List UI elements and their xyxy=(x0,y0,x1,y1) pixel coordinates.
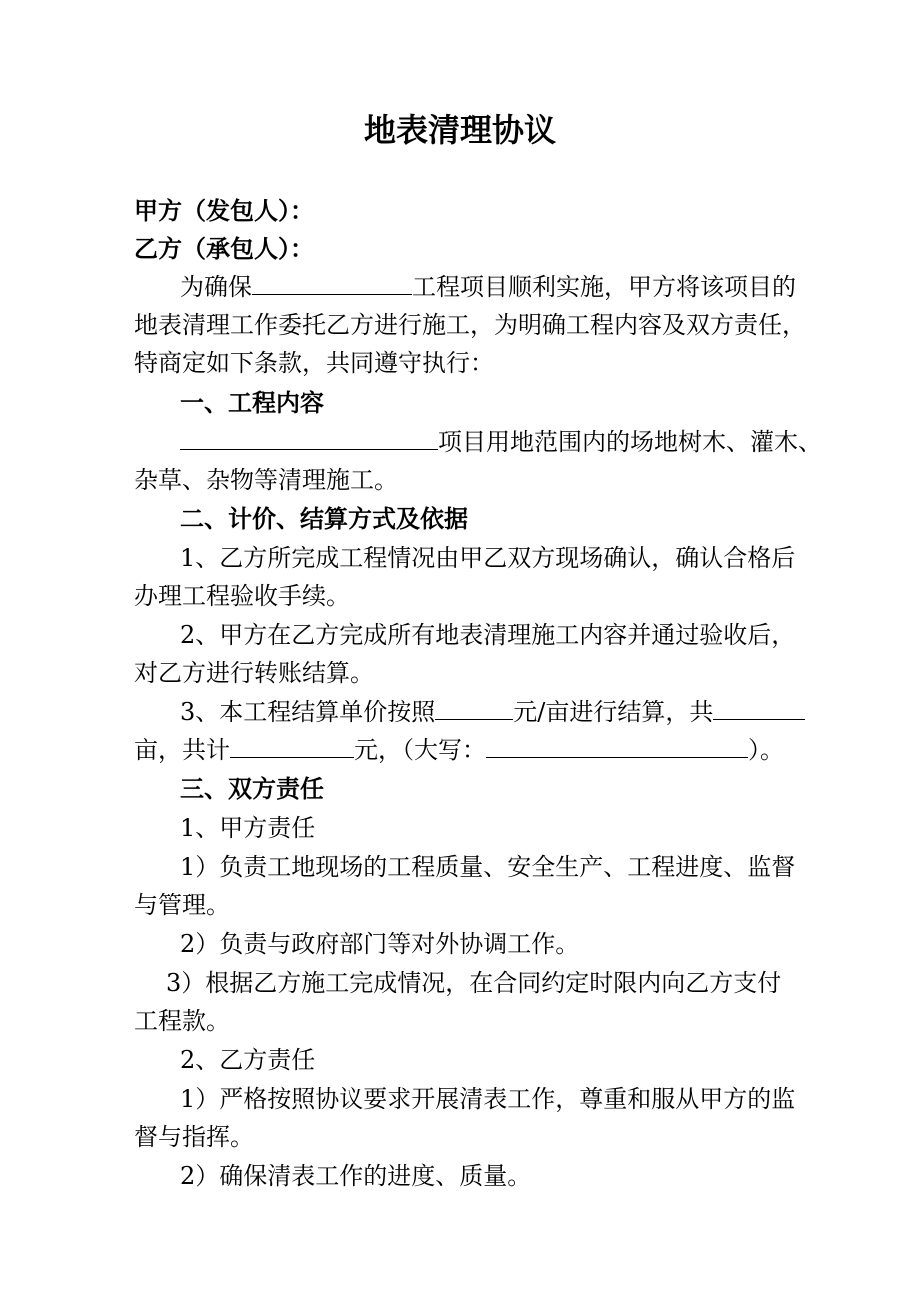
section2-heading: 二、计价、结算方式及依据 xyxy=(180,505,468,533)
project-name-blank xyxy=(252,268,412,295)
document-title: 地表清理协议 xyxy=(363,111,556,149)
item3-text-4: 元，（大写： xyxy=(354,736,486,764)
unit-price-blank xyxy=(435,693,513,720)
intro-text-pre: 为确保 xyxy=(180,273,252,301)
section1-line-2: 杂草、杂物等清理施工。 xyxy=(134,466,398,494)
section1-line-1 xyxy=(180,423,822,461)
item3-text-2: 元/亩进行结算，共 xyxy=(513,698,714,726)
section2-item1-line-1: 1、乙方所完成工程情况由甲乙双方现场确认，确认合格后 xyxy=(180,544,796,572)
party-b-duties-heading: 2、乙方责任 xyxy=(180,1046,316,1074)
party-b-duty-1-line-1: 1）严格按照协议要求开展清表工作，尊重和服从甲方的监 xyxy=(180,1085,796,1113)
total-amount-blank xyxy=(230,731,354,758)
party-b-duty-2: 2）确保清表工作的进度、质量。 xyxy=(180,1162,532,1190)
section2-item2-line-2: 对乙方进行转账结算。 xyxy=(134,659,374,687)
section2-item3-line-2 xyxy=(134,731,814,769)
party-b-duty-1-line-2: 督与指挥。 xyxy=(134,1123,254,1151)
party-a-duty-1-line-2: 与管理。 xyxy=(134,891,230,919)
section3-heading: 三、双方责任 xyxy=(180,775,324,803)
section2-item3-line-1 xyxy=(180,693,814,731)
intro-line-2: 地表清理工作委托乙方进行施工，为明确工程内容及双方责任， xyxy=(134,311,806,339)
intro-line-3: 特商定如下条款，共同遵守执行： xyxy=(134,349,494,377)
party-a-duty-3-line-1: 3）根据乙方施工完成情况，在合同约定时限内向乙方支付 xyxy=(166,969,782,997)
area-blank xyxy=(713,693,805,720)
item3-text-5: ）。 xyxy=(748,736,784,764)
section2-item1-line-2: 办理工程验收手续。 xyxy=(134,582,350,610)
item3-text-1: 3、本工程结算单价按照 xyxy=(180,698,436,726)
section1-heading: 一、工程内容 xyxy=(180,389,324,417)
section2-item2-line-1: 2、甲方在乙方完成所有地表清理施工内容并通过验收后， xyxy=(180,621,796,649)
amount-in-words-blank xyxy=(486,731,748,758)
party-a-label: 甲方（发包人）： xyxy=(134,197,314,225)
item3-text-3: 亩，共计 xyxy=(134,736,230,764)
party-a-duty-3-line-2: 工程款。 xyxy=(134,1007,230,1035)
party-a-duty-2: 2）负责与政府部门等对外协调工作。 xyxy=(180,930,580,958)
project-scope-blank xyxy=(180,423,438,450)
party-b-label: 乙方（承包人）： xyxy=(134,235,314,263)
section1-text-a: 项目用地范围内的场地树木、灌木、 xyxy=(438,428,822,456)
party-a-duty-1-line-1: 1）负责工地现场的工程质量、安全生产、工程进度、监督 xyxy=(180,853,796,881)
intro-line-1 xyxy=(180,268,814,306)
party-a-duties-heading: 1、甲方责任 xyxy=(180,814,316,842)
intro-text-post: 工程项目顺利实施，甲方将该项目的 xyxy=(412,273,796,301)
